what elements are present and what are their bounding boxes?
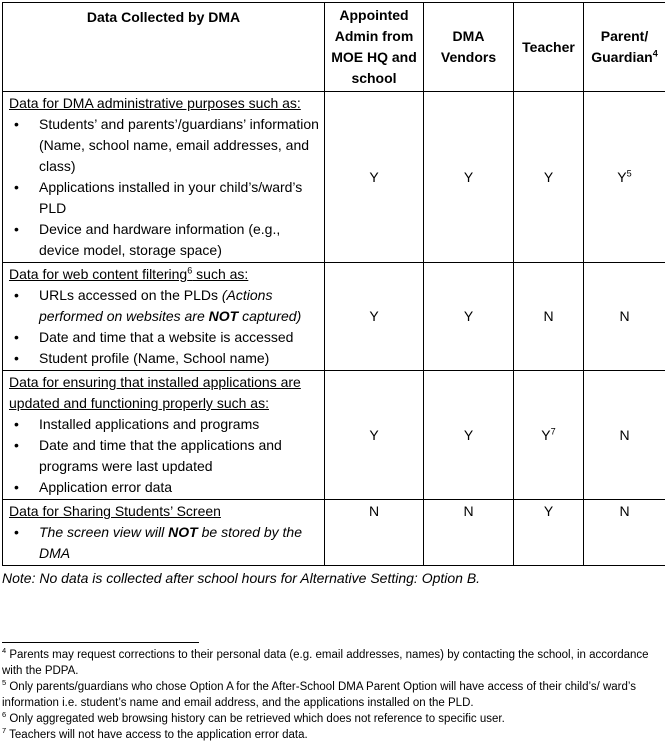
row-description-cell xyxy=(3,92,325,263)
value-cell-admin: Y xyxy=(325,371,424,500)
row-title: Data for DMA administrative purposes such as: xyxy=(9,93,320,114)
table-header-row xyxy=(3,3,665,92)
value-cell-teacher: Y xyxy=(514,92,584,263)
value-cell-admin: N xyxy=(325,500,424,566)
bullet-item: • Student profile (Name, School name) xyxy=(9,348,320,369)
value-cell-vendors: Y xyxy=(424,371,514,500)
bullet-item: • Installed applications and programs xyxy=(9,414,320,435)
footnote-5 xyxy=(2,679,663,711)
value-cell-admin: Y xyxy=(325,263,424,371)
column-header-appointed-admin: Appointed Admin from MOE HQ and school xyxy=(325,3,424,92)
bullet-item: • Date and time that a website is accessed xyxy=(9,327,320,348)
footnote-number: 7 xyxy=(2,726,6,735)
row-bullet-list xyxy=(9,522,320,564)
footnote-text: Teachers will not have access to the application error data. xyxy=(9,729,308,741)
row-title: Data for Sharing Students’ Screen xyxy=(9,501,320,522)
row-description-cell xyxy=(3,263,325,371)
row-bullet-list xyxy=(9,285,320,369)
bullet-item: • Students’ and parents’/guardians’ information (Name, school name, email addresses, and class) xyxy=(9,114,320,177)
footnote-number: 5 xyxy=(2,678,6,687)
value-cell-teacher: Y xyxy=(514,500,584,566)
bullet-item: • Date and time that the applications and programs were last updated xyxy=(9,435,320,477)
value-cell-parent: N xyxy=(584,371,665,500)
bullet-item: • Application error data xyxy=(9,477,320,498)
column-header-parent-guardian: Parent/ Guardian$^4$ xyxy=(584,3,665,92)
bullet-item: • URLs accessed on the PLDs (Actions performed on websites are NOT captured) xyxy=(9,285,320,327)
bullet-item: • The screen view will NOT be stored by the DMA xyxy=(9,522,320,564)
table-row-web-filtering xyxy=(3,263,665,371)
footnote-4 xyxy=(2,647,663,679)
row-description-cell xyxy=(3,500,325,566)
value-cell-teacher: N xyxy=(514,263,584,371)
note-text: Note: No data is collected after school hours for Alternative Setting: Option B. xyxy=(2,569,663,588)
dma-data-collection-table xyxy=(2,2,665,566)
footnote-text: Only parents/guardians who chose Option A for the After-School DMA Parent Option will have access of their child’s/ ward’s information i.e. student’s name and email address, and the applications installed on the PLD. xyxy=(2,681,636,709)
footnotes-section xyxy=(2,647,663,743)
footnote-text: Parents may request corrections to their personal data (e.g. email addresses, names) by contacting the school, in accordance with the PDPA. xyxy=(2,649,649,677)
table-row-admin-purposes xyxy=(3,92,665,263)
row-bullet-list xyxy=(9,114,320,261)
value-cell-parent: $Y^5$ xyxy=(584,92,665,263)
value-cell-parent: N xyxy=(584,263,665,371)
row-description-cell xyxy=(3,371,325,500)
row-title: Data for ensuring that installed applications are updated and functioning properly such as: xyxy=(9,372,320,414)
footnote-separator xyxy=(2,642,199,643)
footnote-6 xyxy=(2,711,663,727)
bullet-item: • Applications installed in your child’s/ward’s PLD xyxy=(9,177,320,219)
footnote-number: 6 xyxy=(2,710,6,719)
table-row-app-updates xyxy=(3,371,665,500)
column-header-data-collected: Data Collected by DMA xyxy=(3,3,325,92)
row-title: Data for web content filtering$^6$ such as: xyxy=(9,264,320,285)
value-cell-vendors: Y xyxy=(424,92,514,263)
footnote-number: 4 xyxy=(2,646,6,655)
value-cell-teacher: $Y^7$ xyxy=(514,371,584,500)
footnote-text: Only aggregated web browsing history can be retrieved which does not reference to specific user. xyxy=(9,713,504,725)
row-bullet-list xyxy=(9,414,320,498)
column-header-teacher: Teacher xyxy=(514,3,584,92)
value-cell-admin: Y xyxy=(325,92,424,263)
column-header-dma-vendors: DMA Vendors xyxy=(424,3,514,92)
table-row-screen-sharing xyxy=(3,500,665,566)
value-cell-vendors: N xyxy=(424,500,514,566)
footnote-7 xyxy=(2,727,663,743)
value-cell-parent: N xyxy=(584,500,665,566)
bullet-item: • Device and hardware information (e.g., device model, storage space) xyxy=(9,219,320,261)
value-cell-vendors: Y xyxy=(424,263,514,371)
